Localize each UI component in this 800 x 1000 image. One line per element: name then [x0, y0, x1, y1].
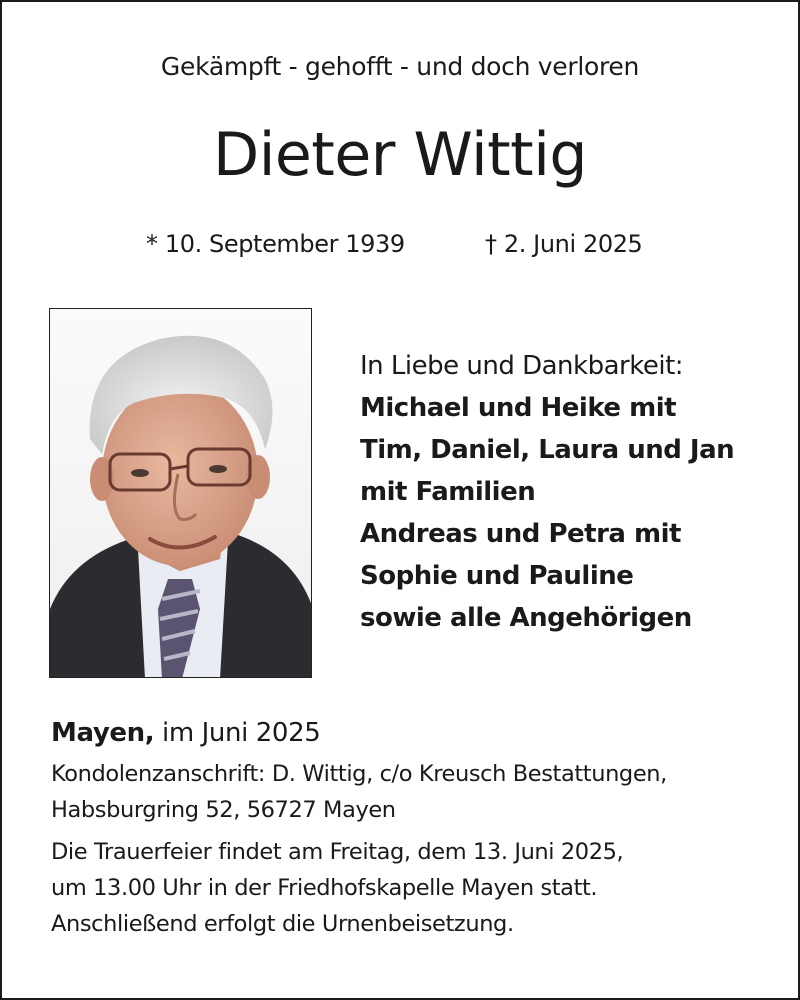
- place-date-line: [51, 718, 667, 748]
- mourner-line: Michael und Heike mit: [360, 393, 677, 423]
- ceremony-line: Anschließend erfolgt die Urnenbeisetzung.: [51, 911, 514, 937]
- motto: Gekämpft - gehofft - und doch verloren: [160, 52, 640, 81]
- portrait-photo: [49, 308, 312, 678]
- mourner-line: mit Familien: [360, 477, 536, 507]
- notice-footer: [51, 718, 667, 942]
- ceremony-line: um 13.00 Uhr in der Friedhofskapelle Mayen statt.: [51, 875, 598, 901]
- month-year: im Juni 2025: [154, 718, 321, 748]
- mourner-line: Tim, Daniel, Laura und Jan: [360, 435, 735, 465]
- mourner-line: sowie alle Angehörigen: [360, 603, 692, 633]
- portrait-illustration: [50, 309, 312, 678]
- condolence-address-line: Habsburgring 52, 56727 Mayen: [51, 797, 396, 823]
- mourner-line: Sophie und Pauline: [360, 561, 634, 591]
- birth-date: * 10. September 1939: [146, 230, 405, 258]
- death-date: † 2. Juni 2025: [485, 230, 643, 258]
- mourners-intro: In Liebe und Dankbarkeit:: [360, 351, 684, 381]
- deceased-name: Dieter Wittig: [213, 120, 587, 190]
- place-name: Mayen,: [51, 718, 155, 748]
- condolence-address-line: Kondolenzanschrift: D. Wittig, c/o Kreusch Bestattungen,: [51, 761, 667, 787]
- mourner-line: Andreas und Petra mit: [360, 519, 681, 549]
- mourners-list: [360, 345, 734, 639]
- ceremony-line: Die Trauerfeier findet am Freitag, dem 13. Juni 2025,: [51, 839, 624, 865]
